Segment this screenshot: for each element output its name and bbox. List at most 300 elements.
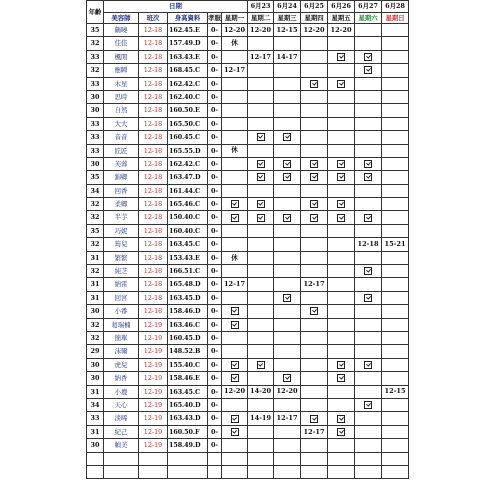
schedule-cell [222,398,248,411]
height-cell: 162.42.C [168,77,208,90]
schedule-checkbox-cell [222,412,248,425]
class-cell [139,465,168,478]
schedule-cell [301,331,328,344]
table-row [87,318,409,331]
table-row [87,224,409,237]
schedule-cell [328,37,355,50]
table-row [87,372,409,385]
height-cell: 162.42.C [168,157,208,170]
schedule-checkbox-cell [222,358,248,371]
schedule-checkbox-cell [301,412,328,425]
schedule-cell [301,452,328,465]
schedule-cell [382,64,409,77]
schedule-cell [248,425,274,438]
checkbox-checked-icon [337,200,345,208]
schedule-cell [274,331,301,344]
schedule-cell: 休 [222,37,248,50]
schedule-cell [382,131,409,144]
schedule-cell [274,452,301,465]
schedule-cell [355,412,382,425]
schedule-checkbox-cell [355,50,382,63]
age-cell: 32 [87,211,104,224]
class-cell: 12-18 [139,50,168,63]
schedule-cell: 12-15 [382,385,409,398]
age-cell: 32 [87,198,104,211]
schedule-cell [274,465,301,478]
height-cell: 163.47.D [168,171,208,184]
schedule-cell [301,90,328,103]
schedule-cell [328,90,355,103]
schedule-cell [355,425,382,438]
schedule-cell [355,465,382,478]
schedule-cell [248,305,274,318]
schedule-cell [382,37,409,50]
schedule-cell [328,305,355,318]
name-cell: 楓閒 [104,50,139,63]
date-4: 6月27 [355,1,382,13]
schedule-cell [355,305,382,318]
age-cell: 30 [87,372,104,385]
height-cell: 163.46.C [168,318,208,331]
schedule-cell [382,198,409,211]
height-cell: 160.40.C [168,224,208,237]
class-cell: 12-18 [139,278,168,291]
schedule-cell [355,278,382,291]
ms-cell: 0- [208,184,222,197]
schedule-cell [222,104,248,117]
schedule-checkbox-cell [248,131,274,144]
checkbox-checked-icon [364,267,372,275]
schedule-checkbox-cell [328,358,355,371]
age-cell: 34 [87,184,104,197]
checkbox-checked-icon [283,294,291,302]
height-cell: 165.50.C [168,117,208,130]
schedule-cell [274,251,301,264]
schedule-cell [274,305,301,318]
schedule-cell: 12-20 [301,24,328,37]
name-cell: 回宮 [104,291,139,304]
name-cell: 巧妮 [104,224,139,237]
schedule-cell [222,439,248,452]
checkbox-checked-icon [231,428,239,436]
table-row [87,331,409,344]
schedule-checkbox-cell [222,305,248,318]
schedule-cell [222,291,248,304]
checkbox-checked-icon [231,214,239,222]
height-cell: 168.45.C [168,64,208,77]
schedule-cell: 14-20 [248,385,274,398]
schedule-cell: 12-17 [301,425,328,438]
name-cell: 納香 [104,372,139,385]
name-cell: 淡晞 [104,412,139,425]
schedule-cell [248,291,274,304]
schedule-cell [355,372,382,385]
ms-cell: 0- [208,398,222,411]
schedule-cell: 12-20 [248,24,274,37]
age-cell: 30 [87,358,104,371]
checkbox-checked-icon [337,53,345,61]
height-cell: 158.49.D [168,439,208,452]
ms-cell: 0- [208,412,222,425]
height-cell: 163.43.D [168,412,208,425]
weekday-0: 星期一 [222,13,248,24]
age-cell: 30 [87,439,104,452]
schedule-cell [222,171,248,184]
schedule-cell [355,224,382,237]
schedule-cell [355,318,382,331]
checkbox-checked-icon [337,415,345,423]
schedule-cell [274,64,301,77]
schedule-checkbox-cell [328,50,355,63]
schedule-cell [355,117,382,130]
table-row [87,184,409,197]
schedule-cell [382,439,409,452]
weekday-3: 星期四 [301,13,328,24]
schedule-checkbox-cell [248,211,274,224]
name-cell: 回香 [104,184,139,197]
class-cell: 12-18 [139,37,168,50]
checkbox-checked-icon [283,173,291,181]
schedule-cell [274,37,301,50]
class-cell: 12-18 [139,184,168,197]
class-cell: 12-18 [139,131,168,144]
table-row [87,198,409,211]
schedule-cell [274,117,301,130]
schedule-cell [248,224,274,237]
schedule-checkbox-cell [328,412,355,425]
class-cell: 12-19 [139,398,168,411]
schedule-cell [248,104,274,117]
height-cell [168,452,208,465]
name-cell: 應瞬 [104,64,139,77]
table-row [87,104,409,117]
class-cell: 12-18 [139,117,168,130]
class-cell: 12-19 [139,318,168,331]
table-row [87,398,409,411]
schedule-cell [328,331,355,344]
checkbox-checked-icon [283,133,291,141]
height-cell: 166.51.C [168,265,208,278]
schedule-cell [328,452,355,465]
schedule-rows [87,24,409,479]
schedule-cell [222,50,248,63]
schedule-cell [222,117,248,130]
schedule-cell [222,224,248,237]
ms-cell: 0- [208,385,222,398]
schedule-checkbox-cell [301,305,328,318]
checkbox-checked-icon [257,214,265,222]
schedule-cell [248,452,274,465]
schedule-cell: 14-17 [274,50,301,63]
schedule-cell [222,238,248,251]
checkbox-checked-icon [231,415,239,423]
schedule-cell [274,184,301,197]
schedule-cell [248,372,274,385]
schedule-cell [301,385,328,398]
age-cell: 35 [87,224,104,237]
schedule-cell [222,184,248,197]
schedule-cell [248,144,274,157]
table-row [87,238,409,251]
height-cell: 163.43.E [168,50,208,63]
ms-cell [208,465,222,478]
schedule-checkbox-cell [274,131,301,144]
checkbox-checked-icon [310,307,318,315]
schedule-cell [274,144,301,157]
height-cell: 165.40.D [168,398,208,411]
checkbox-checked-icon [283,214,291,222]
class-cell: 12-19 [139,331,168,344]
class-cell: 12-18 [139,77,168,90]
schedule-cell [382,465,409,478]
name-cell: 純芝 [104,265,139,278]
name-cell: 芙蓉 [104,157,139,170]
schedule-cell [274,345,301,358]
schedule-cell [248,117,274,130]
schedule-checkbox-cell [274,211,301,224]
schedule-cell [248,64,274,77]
height-cell: 148.52.B [168,345,208,358]
ms-cell: 0- [208,77,222,90]
age-cell: 35 [87,24,104,37]
schedule-cell [328,117,355,130]
schedule-cell [328,345,355,358]
schedule-cell [382,50,409,63]
age-cell: 32 [87,37,104,50]
schedule-cell [222,131,248,144]
table-row [87,117,409,130]
schedule-cell [382,291,409,304]
name-cell: 小鹿 [104,385,139,398]
schedule-cell [274,224,301,237]
schedule-cell [355,90,382,103]
schedule-cell: 12-17 [248,50,274,63]
checkbox-checked-icon [310,415,318,423]
ms-cell: 0- [208,37,222,50]
ms-cell: 0- [208,24,222,37]
checkbox-checked-icon [257,160,265,168]
schedule-checkbox-cell [328,198,355,211]
schedule-checkbox-cell [328,425,355,438]
height-cell: 165.48.D [168,278,208,291]
name-cell: 錦卿 [104,171,139,184]
checkbox-checked-icon [364,66,372,74]
schedule-cell [222,265,248,278]
ms-cell: 0- [208,64,222,77]
schedule-cell [355,251,382,264]
schedule-checkbox-cell [328,211,355,224]
schedule-cell [382,345,409,358]
table-row [87,291,409,304]
schedule-cell [301,439,328,452]
table-row [87,439,409,452]
schedule-cell [274,265,301,278]
height-cell: 158.46.D [168,305,208,318]
schedule-cell [382,184,409,197]
name-cell: 天心 [104,398,139,411]
name-cell: 沫爾 [104,345,139,358]
height-cell: 163.45.C [168,238,208,251]
schedule-cell [248,398,274,411]
ms-cell: 0- [208,439,222,452]
checkbox-checked-icon [364,401,372,409]
schedule-checkbox-cell [274,372,301,385]
schedule-cell [355,439,382,452]
table-row [87,412,409,425]
checkbox-checked-icon [310,173,318,181]
schedule-cell [222,345,248,358]
schedule-cell: 12-20 [328,24,355,37]
schedule-cell [274,198,301,211]
name-cell: 筠兒 [104,238,139,251]
age-cell: 30 [87,90,104,103]
schedule-cell [274,77,301,90]
class-cell: 12-19 [139,425,168,438]
height-cell: 163.45.C [168,385,208,398]
checkbox-checked-icon [257,133,265,141]
checkbox-checked-icon [310,200,318,208]
schedule-cell [274,425,301,438]
checkbox-checked-icon [231,200,239,208]
table-row [87,144,409,157]
schedule-cell [382,372,409,385]
schedule-cell [301,251,328,264]
schedule-cell [382,265,409,278]
schedule-cell [382,24,409,37]
schedule-cell [382,305,409,318]
schedule-cell [328,238,355,251]
schedule-checkbox-cell [355,398,382,411]
class-cell: 12-19 [139,439,168,452]
checkbox-checked-icon [257,361,265,369]
ms-cell: 0- [208,104,222,117]
schedule-sheet [86,0,408,480]
ms-cell [208,452,222,465]
schedule-checkbox-cell [301,211,328,224]
age-cell: 29 [87,345,104,358]
schedule-cell [301,465,328,478]
table-row [87,64,409,77]
name-cell: 柔卿 [104,198,139,211]
schedule-cell [355,331,382,344]
schedule-cell [301,372,328,385]
schedule-cell [328,398,355,411]
schedule-cell [301,37,328,50]
schedule-cell [382,224,409,237]
ms-cell: 0- [208,278,222,291]
age-cell [87,465,104,478]
schedule-cell: 12-20 [222,24,248,37]
schedule-cell [355,184,382,197]
schedule-checkbox-cell [328,157,355,170]
age-cell: 31 [87,291,104,304]
schedule-cell [248,37,274,50]
schedule-cell [355,37,382,50]
schedule-cell [248,331,274,344]
schedule-cell [328,265,355,278]
ms-cell: 0- [208,265,222,278]
height-cell: 160.45.D [168,331,208,344]
ms-cell: 0- [208,331,222,344]
age-cell: 32 [87,265,104,278]
weekday-6: 星期日 [382,13,409,24]
ms-cell: 0- [208,224,222,237]
table-row [87,465,409,478]
name-cell: 葛瑞楠 [104,318,139,331]
schedule-cell [222,331,248,344]
schedule-cell [248,265,274,278]
class-cell: 12-18 [139,157,168,170]
checkbox-checked-icon [364,361,372,369]
table-row [87,157,409,170]
schedule-cell [355,198,382,211]
name-cell: 虎兒 [104,358,139,371]
ms-cell: 0- [208,251,222,264]
class-cell: 12-18 [139,104,168,117]
checkbox-checked-icon [283,374,291,382]
schedule-cell [355,345,382,358]
schedule-cell [301,238,328,251]
schedule-cell [382,251,409,264]
age-cell: 33 [87,117,104,130]
ms-header: 孝服 [208,13,221,22]
table-row [87,131,409,144]
schedule-cell [355,144,382,157]
schedule-cell [248,77,274,90]
ms-cell: 0- [208,171,222,184]
checkbox-checked-icon [310,160,318,168]
class-cell: 12-19 [139,412,168,425]
ms-cell: 0- [208,211,222,224]
table-row [87,77,409,90]
class-cell: 12-18 [139,291,168,304]
class-cell: 12-18 [139,224,168,237]
age-cell: 32 [87,331,104,344]
age-cell: 31 [87,278,104,291]
schedule-cell [355,24,382,37]
schedule-cell [248,345,274,358]
schedule-cell [248,238,274,251]
class-cell: 12-18 [139,90,168,103]
schedule-checkbox-cell [301,157,328,170]
ms-cell: 0- [208,117,222,130]
schedule-cell [355,452,382,465]
ms-cell: 0- [208,131,222,144]
schedule-cell: 12-17 [222,278,248,291]
schedule-cell [382,452,409,465]
schedule-checkbox-cell [355,265,382,278]
table-row [87,171,409,184]
class-cell [139,452,168,465]
schedule-cell [382,144,409,157]
height-cell: 158.46.E [168,372,208,385]
height-cell [168,465,208,478]
schedule-cell [382,318,409,331]
ms-cell: 0- [208,90,222,103]
checkbox-checked-icon [364,160,372,168]
checkbox-checked-icon [231,321,239,329]
ms-cell: 0- [208,157,222,170]
schedule-cell [301,64,328,77]
class-cell: 12-19 [139,345,168,358]
age-cell: 35 [87,171,104,184]
age-cell: 32 [87,238,104,251]
schedule-cell [222,157,248,170]
age-cell: 33 [87,50,104,63]
schedule-checkbox-cell [355,157,382,170]
ms-cell: 0- [208,198,222,211]
table-row [87,50,409,63]
